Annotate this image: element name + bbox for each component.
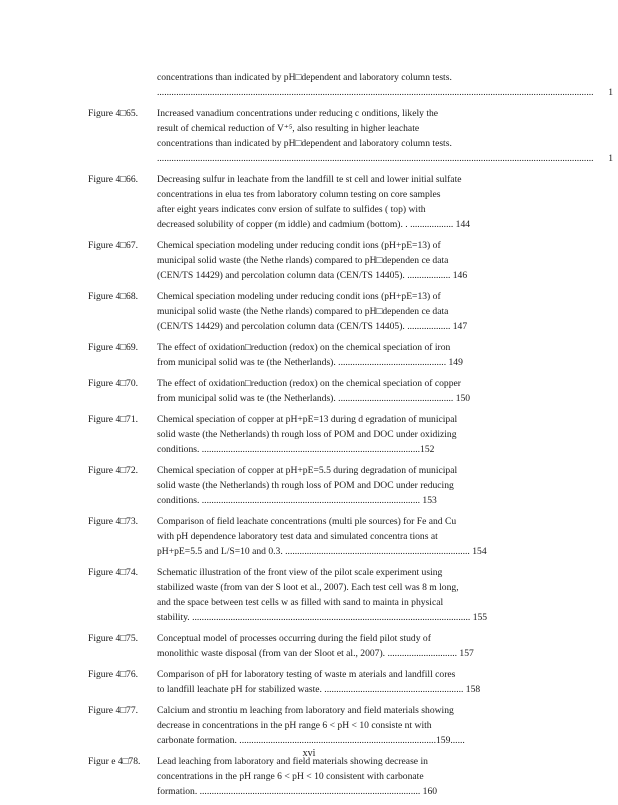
caption-line: decrease in concentrations in the pH range 6 < pH < 10 consiste nt with <box>157 720 432 731</box>
caption-line: from municipal solid was te (the Netherlands). ............................................. 149 <box>157 357 463 368</box>
list-item <box>88 565 618 625</box>
caption-line: solid waste (the Netherlands) th rough loss of POM and DOC under reducing <box>157 480 454 491</box>
caption-line: concentrations than indicated by pH□dependent and laboratory column tests. <box>157 72 452 83</box>
caption-line: municipal solid waste (the Nethe rlands) compared to pH□dependen ce data <box>157 255 449 266</box>
caption-line: Schematic illustration of the front view of the pilot scale experiment using <box>157 567 443 578</box>
figure-number: Figure 4□67. <box>88 240 139 251</box>
caption-line: Lead leaching from laboratory and field materials showing decrease in <box>157 756 428 767</box>
page-number: xvi <box>302 748 316 759</box>
caption-line: municipal solid waste (the Nethe rlands) compared to pH□dependen ce data <box>157 306 449 317</box>
figure-number: Figure 4□69. <box>88 342 139 353</box>
figure-number: Figure 4□77. <box>88 705 139 716</box>
caption-line: (CEN/TS 14429) and percolation column data (CEN/TS 14405). .................. 147 <box>157 321 468 332</box>
caption-line: concentrations in elua tes from laboratory column testing on core samples <box>157 189 441 200</box>
caption-line: with pH dependence laboratory test data and simulated concentra tions at <box>157 531 438 542</box>
leader-dots: 1 ..... <box>157 85 613 100</box>
figure-number: Figure 4□65. <box>88 108 139 119</box>
figure-caption <box>157 106 613 166</box>
caption-line: result of chemical reduction of V⁺⁵, also resulting in higher leachate <box>157 123 420 134</box>
figure-caption <box>157 631 613 661</box>
figure-number: Figure 4□74. <box>88 567 139 578</box>
figure-caption <box>157 238 613 283</box>
list-item <box>88 514 618 559</box>
list-item <box>88 289 618 334</box>
caption-line: from municipal solid was te (the Netherlands). ................................................ 150 <box>157 393 471 404</box>
caption-line: The effect of oxidation□reduction (redox) on the chemical speciation of copper <box>157 378 461 389</box>
list-item <box>88 703 618 748</box>
list-item <box>88 172 618 232</box>
figure-number: Figure 4□73. <box>88 516 139 527</box>
caption-line: solid waste (the Netherlands) th rough loss of POM and DOC under oxidizing <box>157 429 457 440</box>
leader-dots: 1 ..... <box>157 151 613 166</box>
figure-number: Figure 4□76. <box>88 669 139 680</box>
figure-caption <box>157 70 613 100</box>
caption-line: monolithic waste disposal (from van der Sloot et al., 2007). ............................. 157 <box>157 648 474 659</box>
caption-line: Chemical speciation of copper at pH+pE=13 during d egradation of municipal <box>157 414 458 425</box>
figure-caption <box>157 340 613 370</box>
figure-caption <box>157 412 613 457</box>
figure-caption <box>157 667 613 697</box>
figure-number: Figure 4□71. <box>88 414 139 425</box>
list-item <box>88 340 618 370</box>
figure-number: Figur e 4□78. <box>88 756 141 767</box>
caption-line: formation. ............................................................................................ 160 <box>157 786 438 797</box>
figure-number: Figure 4□68. <box>88 291 139 302</box>
caption-line: The effect of oxidation□reduction (redox) on the chemical speciation of iron <box>157 342 451 353</box>
figure-caption <box>157 565 613 625</box>
figure-number: Figure 4□75. <box>88 633 139 644</box>
caption-line: (CEN/TS 14429) and percolation column data (CEN/TS 14405). .................. 146 <box>157 270 468 281</box>
list-item-continuation <box>88 70 618 100</box>
caption-line: carbonate formation. ..................................................................................159...... <box>157 735 465 746</box>
caption-line: to landfill leachate pH for stabilized waste. .......................................................... 158 <box>157 684 481 695</box>
caption-line: conditions. ........................................................................................... 153 <box>157 495 437 506</box>
figure-number: Figure 4□66. <box>88 174 139 185</box>
figure-caption <box>157 703 613 748</box>
figure-caption <box>157 514 613 559</box>
caption-line: Calcium and strontiu m leaching from laboratory and field materials showing <box>157 705 454 716</box>
figure-caption <box>157 289 613 334</box>
caption-line: conditions. ...........................................................................................152 <box>157 444 435 455</box>
caption-line: decreased solubility of copper (m iddle) and cadmium (bottom). . .................. 144 <box>157 219 471 230</box>
caption-line: concentrations in the pH range 6 < pH < 10 consistent with carbonate <box>157 771 424 782</box>
list-of-figures <box>88 70 618 805</box>
caption-line: concentrations than indicated by pH□dependent and laboratory column tests. <box>157 138 452 149</box>
caption-line: and the space between test cells w as filled with sand to mainta in physical <box>157 597 444 608</box>
list-item <box>88 412 618 457</box>
caption-line: Chemical speciation of copper at pH+pE=5.5 during degradation of municipal <box>157 465 458 476</box>
caption-line: stabilized waste (from van der S loot et al., 2007). Each test cell was 8 m long, <box>157 582 459 593</box>
figure-caption <box>157 376 613 406</box>
list-item <box>88 631 618 661</box>
caption-line: Comparison of field leachate concentrations (multi ple sources) for Fe and Cu <box>157 516 457 527</box>
list-item <box>88 667 618 697</box>
figure-number: Figure 4□72. <box>88 465 139 476</box>
caption-line: Decreasing sulfur in leachate from the landfill te st cell and lower initial sulfate <box>157 174 462 185</box>
caption-line: Comparison of pH for laboratory testing of waste m aterials and landfill cores <box>157 669 456 680</box>
list-item <box>88 106 618 166</box>
list-item <box>88 754 618 799</box>
figure-number: Figure 4□70. <box>88 378 139 389</box>
figure-caption <box>157 463 613 508</box>
caption-line: stability. .................................................................................................................... 155 <box>157 612 488 623</box>
caption-line: Chemical speciation modeling under reducing condit ions (pH+pE=13) of <box>157 291 441 302</box>
list-item <box>88 376 618 406</box>
caption-line: Chemical speciation modeling under reducing condit ions (pH+pE=13) of <box>157 240 441 251</box>
caption-line: pH+pE=5.5 and L/S=10 and 0.3. ............................................................................. 154 <box>157 546 487 557</box>
caption-line: Conceptual model of processes occurring during the field pilot study of <box>157 633 431 644</box>
caption-line: after eight years indicates conv ersion of sulfate to sulfides ( top) with <box>157 204 426 215</box>
figure-caption <box>157 172 613 232</box>
list-item <box>88 463 618 508</box>
caption-line: Increased vanadium concentrations under reducing c onditions, likely the <box>157 108 439 119</box>
figure-caption <box>157 754 613 799</box>
list-item <box>88 238 618 283</box>
